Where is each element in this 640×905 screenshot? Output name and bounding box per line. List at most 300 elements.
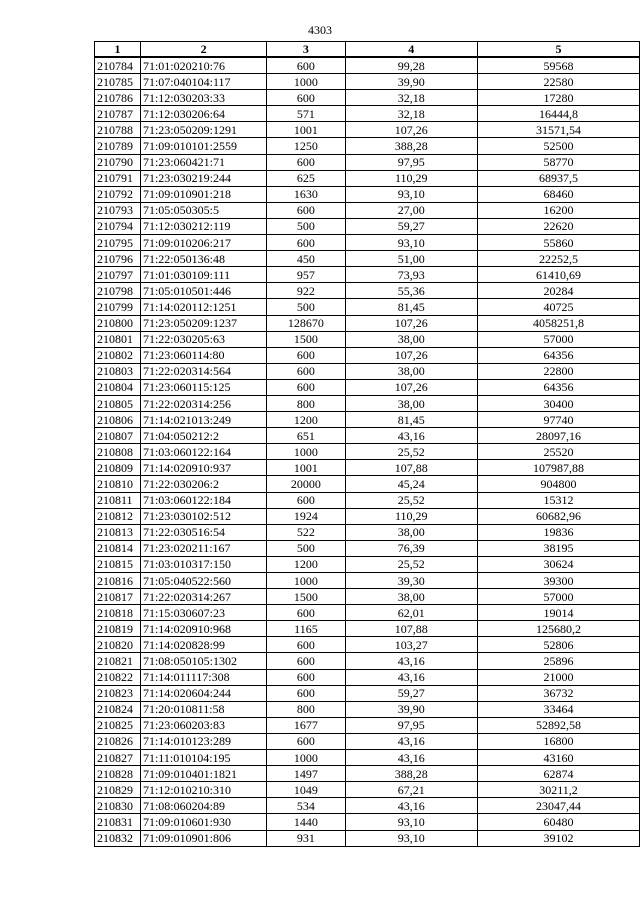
cadastral-number-cell: 71:15:030607:23 xyxy=(140,605,266,621)
cadastral-number-cell: 71:09:010901:806 xyxy=(140,830,266,846)
value-cell: 40725 xyxy=(477,299,639,315)
value-cell: 4058251,8 xyxy=(477,315,639,331)
table-row xyxy=(95,235,640,251)
value-cell: 19014 xyxy=(477,605,639,621)
area-cell: 1165 xyxy=(267,621,345,637)
row-number-cell: 210819 xyxy=(95,621,141,637)
table-row xyxy=(95,218,640,234)
cadastral-number-cell: 71:22:020314:564 xyxy=(140,363,266,379)
value-cell: 59568 xyxy=(477,57,639,74)
row-number-cell: 210810 xyxy=(95,476,141,492)
rate-cell: 32,18 xyxy=(345,90,477,106)
cadastral-number-cell: 71:20:010811:58 xyxy=(140,701,266,717)
row-number-cell: 210803 xyxy=(95,363,141,379)
area-cell: 600 xyxy=(267,492,345,508)
table-row xyxy=(95,733,640,749)
area-cell: 1497 xyxy=(267,766,345,782)
area-cell: 651 xyxy=(267,428,345,444)
row-number-cell: 210801 xyxy=(95,331,141,347)
rate-cell: 59,27 xyxy=(345,685,477,701)
rate-cell: 110,29 xyxy=(345,170,477,186)
cadastral-number-cell: 71:22:030516:54 xyxy=(140,524,266,540)
row-number-cell: 210818 xyxy=(95,605,141,621)
column-header-4: 4 xyxy=(345,42,477,58)
rate-cell: 59,27 xyxy=(345,218,477,234)
row-number-cell: 210811 xyxy=(95,492,141,508)
value-cell: 21000 xyxy=(477,669,639,685)
table-row xyxy=(95,669,640,685)
cadastral-number-cell: 71:12:030206:64 xyxy=(140,106,266,122)
cadastral-number-cell: 71:23:020211:167 xyxy=(140,540,266,556)
value-cell: 39102 xyxy=(477,830,639,846)
value-cell: 52806 xyxy=(477,637,639,653)
cadastral-number-cell: 71:23:050209:1237 xyxy=(140,315,266,331)
value-cell: 64356 xyxy=(477,379,639,395)
area-cell: 1000 xyxy=(267,750,345,766)
rate-cell: 25,52 xyxy=(345,492,477,508)
table-row xyxy=(95,717,640,733)
column-header-5: 5 xyxy=(477,42,639,58)
area-cell: 1000 xyxy=(267,74,345,90)
row-number-cell: 210788 xyxy=(95,122,141,138)
rate-cell: 43,16 xyxy=(345,669,477,685)
value-cell: 107987,88 xyxy=(477,460,639,476)
cadastral-number-cell: 71:23:030102:512 xyxy=(140,508,266,524)
value-cell: 16200 xyxy=(477,202,639,218)
rate-cell: 97,95 xyxy=(345,154,477,170)
table-row xyxy=(95,331,640,347)
table-row xyxy=(95,476,640,492)
column-header-3: 3 xyxy=(267,42,345,58)
area-cell: 1001 xyxy=(267,460,345,476)
cadastral-number-cell: 71:14:020112:1251 xyxy=(140,299,266,315)
table-row xyxy=(95,605,640,621)
cadastral-number-cell: 71:23:060114:80 xyxy=(140,347,266,363)
table-row xyxy=(95,90,640,106)
value-cell: 22580 xyxy=(477,74,639,90)
value-cell: 33464 xyxy=(477,701,639,717)
row-number-cell: 210789 xyxy=(95,138,141,154)
area-cell: 1200 xyxy=(267,412,345,428)
row-number-cell: 210806 xyxy=(95,412,141,428)
column-header-1: 1 xyxy=(95,42,141,58)
value-cell: 57000 xyxy=(477,589,639,605)
rate-cell: 107,26 xyxy=(345,347,477,363)
table-row xyxy=(95,573,640,589)
rate-cell: 107,26 xyxy=(345,122,477,138)
table-row xyxy=(95,412,640,428)
cadastral-number-cell: 71:22:020314:256 xyxy=(140,395,266,411)
value-cell: 97740 xyxy=(477,412,639,428)
row-number-cell: 210815 xyxy=(95,556,141,572)
cadastral-number-cell: 71:14:011117:308 xyxy=(140,669,266,685)
rate-cell: 39,90 xyxy=(345,74,477,90)
table-row xyxy=(95,540,640,556)
area-cell: 1500 xyxy=(267,331,345,347)
value-cell: 38195 xyxy=(477,540,639,556)
rate-cell: 93,10 xyxy=(345,830,477,846)
table-row xyxy=(95,57,640,74)
row-number-cell: 210800 xyxy=(95,315,141,331)
data-table xyxy=(94,41,640,847)
cadastral-number-cell: 71:14:021013:249 xyxy=(140,412,266,428)
cadastral-number-cell: 71:22:050136:48 xyxy=(140,251,266,267)
row-number-cell: 210824 xyxy=(95,701,141,717)
value-cell: 125680,2 xyxy=(477,621,639,637)
value-cell: 68460 xyxy=(477,186,639,202)
cadastral-number-cell: 71:14:020828:99 xyxy=(140,637,266,653)
table-row xyxy=(95,637,640,653)
cadastral-number-cell: 71:05:040522:560 xyxy=(140,573,266,589)
rate-cell: 43,16 xyxy=(345,653,477,669)
value-cell: 52892,58 xyxy=(477,717,639,733)
table-row xyxy=(95,589,640,605)
value-cell: 36732 xyxy=(477,685,639,701)
row-number-cell: 210832 xyxy=(95,830,141,846)
cadastral-number-cell: 71:04:050212:2 xyxy=(140,428,266,444)
rate-cell: 107,88 xyxy=(345,460,477,476)
rate-cell: 43,16 xyxy=(345,798,477,814)
table-row xyxy=(95,395,640,411)
table-row xyxy=(95,154,640,170)
table-row xyxy=(95,379,640,395)
page-number: 4303 xyxy=(308,23,332,37)
row-number-cell: 210785 xyxy=(95,74,141,90)
value-cell: 22620 xyxy=(477,218,639,234)
row-number-cell: 210798 xyxy=(95,283,141,299)
table-row xyxy=(95,444,640,460)
table-row xyxy=(95,428,640,444)
column-header-2: 2 xyxy=(140,42,266,58)
table-row xyxy=(95,202,640,218)
cadastral-number-cell: 71:09:010401:1821 xyxy=(140,766,266,782)
area-cell: 1001 xyxy=(267,122,345,138)
table-row xyxy=(95,186,640,202)
table-row xyxy=(95,106,640,122)
table-header-row xyxy=(95,42,640,58)
rate-cell: 93,10 xyxy=(345,235,477,251)
cadastral-number-cell: 71:23:060421:71 xyxy=(140,154,266,170)
area-cell: 1630 xyxy=(267,186,345,202)
value-cell: 16800 xyxy=(477,733,639,749)
row-number-cell: 210828 xyxy=(95,766,141,782)
cadastral-number-cell: 71:14:020910:968 xyxy=(140,621,266,637)
cadastral-number-cell: 71:22:030205:63 xyxy=(140,331,266,347)
value-cell: 23047,44 xyxy=(477,798,639,814)
area-cell: 625 xyxy=(267,170,345,186)
table-row xyxy=(95,814,640,830)
cadastral-number-cell: 71:03:060122:164 xyxy=(140,444,266,460)
area-cell: 600 xyxy=(267,733,345,749)
area-cell: 600 xyxy=(267,202,345,218)
area-cell: 128670 xyxy=(267,315,345,331)
area-cell: 600 xyxy=(267,154,345,170)
table-row xyxy=(95,267,640,283)
rate-cell: 110,29 xyxy=(345,508,477,524)
rate-cell: 25,52 xyxy=(345,556,477,572)
cadastral-number-cell: 71:05:010501:446 xyxy=(140,283,266,299)
value-cell: 39300 xyxy=(477,573,639,589)
value-cell: 30400 xyxy=(477,395,639,411)
row-number-cell: 210793 xyxy=(95,202,141,218)
cadastral-number-cell: 71:09:010601:930 xyxy=(140,814,266,830)
area-cell: 1000 xyxy=(267,444,345,460)
area-cell: 600 xyxy=(267,57,345,74)
row-number-cell: 210812 xyxy=(95,508,141,524)
rate-cell: 107,26 xyxy=(345,379,477,395)
value-cell: 20284 xyxy=(477,283,639,299)
area-cell: 800 xyxy=(267,701,345,717)
rate-cell: 388,28 xyxy=(345,766,477,782)
area-cell: 600 xyxy=(267,235,345,251)
rate-cell: 93,10 xyxy=(345,186,477,202)
table-row xyxy=(95,701,640,717)
area-cell: 1440 xyxy=(267,814,345,830)
value-cell: 17280 xyxy=(477,90,639,106)
table-row xyxy=(95,347,640,363)
value-cell: 60480 xyxy=(477,814,639,830)
rate-cell: 38,00 xyxy=(345,589,477,605)
table-row xyxy=(95,508,640,524)
table-row xyxy=(95,74,640,90)
row-number-cell: 210813 xyxy=(95,524,141,540)
cadastral-number-cell: 71:01:020210:76 xyxy=(140,57,266,74)
value-cell: 19836 xyxy=(477,524,639,540)
rate-cell: 97,95 xyxy=(345,717,477,733)
row-number-cell: 210805 xyxy=(95,395,141,411)
value-cell: 22252,5 xyxy=(477,251,639,267)
rate-cell: 99,28 xyxy=(345,57,477,74)
cadastral-number-cell: 71:05:050305:5 xyxy=(140,202,266,218)
row-number-cell: 210831 xyxy=(95,814,141,830)
table-row xyxy=(95,653,640,669)
table-row xyxy=(95,122,640,138)
row-number-cell: 210802 xyxy=(95,347,141,363)
value-cell: 31571,54 xyxy=(477,122,639,138)
rate-cell: 93,10 xyxy=(345,814,477,830)
rate-cell: 38,00 xyxy=(345,331,477,347)
rate-cell: 43,16 xyxy=(345,428,477,444)
table-row xyxy=(95,363,640,379)
cadastral-number-cell: 71:12:030203:33 xyxy=(140,90,266,106)
area-cell: 922 xyxy=(267,283,345,299)
area-cell: 522 xyxy=(267,524,345,540)
cadastral-number-cell: 71:03:010317:150 xyxy=(140,556,266,572)
cadastral-number-cell: 71:12:010210:310 xyxy=(140,782,266,798)
cadastral-number-cell: 71:12:030212:119 xyxy=(140,218,266,234)
value-cell: 904800 xyxy=(477,476,639,492)
table-row xyxy=(95,798,640,814)
cadastral-number-cell: 71:23:050209:1291 xyxy=(140,122,266,138)
area-cell: 1924 xyxy=(267,508,345,524)
area-cell: 600 xyxy=(267,363,345,379)
row-number-cell: 210816 xyxy=(95,573,141,589)
row-number-cell: 210804 xyxy=(95,379,141,395)
table-row xyxy=(95,524,640,540)
rate-cell: 73,93 xyxy=(345,267,477,283)
area-cell: 600 xyxy=(267,685,345,701)
table-row xyxy=(95,299,640,315)
area-cell: 600 xyxy=(267,379,345,395)
rate-cell: 103,27 xyxy=(345,637,477,653)
area-cell: 500 xyxy=(267,218,345,234)
area-cell: 20000 xyxy=(267,476,345,492)
table-row xyxy=(95,621,640,637)
cadastral-number-cell: 71:08:060204:89 xyxy=(140,798,266,814)
row-number-cell: 210797 xyxy=(95,267,141,283)
value-cell: 25896 xyxy=(477,653,639,669)
table-row xyxy=(95,315,640,331)
table-row xyxy=(95,251,640,267)
table-row xyxy=(95,685,640,701)
value-cell: 62874 xyxy=(477,766,639,782)
rate-cell: 43,16 xyxy=(345,750,477,766)
row-number-cell: 210807 xyxy=(95,428,141,444)
rate-cell: 38,00 xyxy=(345,363,477,379)
rate-cell: 62,01 xyxy=(345,605,477,621)
cadastral-number-cell: 71:11:010104:195 xyxy=(140,750,266,766)
rate-cell: 39,90 xyxy=(345,701,477,717)
table-body xyxy=(95,57,640,846)
rate-cell: 38,00 xyxy=(345,524,477,540)
value-cell: 57000 xyxy=(477,331,639,347)
cadastral-number-cell: 71:08:050105:1302 xyxy=(140,653,266,669)
area-cell: 1500 xyxy=(267,589,345,605)
rate-cell: 38,00 xyxy=(345,395,477,411)
table-row xyxy=(95,492,640,508)
table-row xyxy=(95,750,640,766)
cadastral-number-cell: 71:09:010901:218 xyxy=(140,186,266,202)
cadastral-number-cell: 71:14:020604:244 xyxy=(140,685,266,701)
row-number-cell: 210829 xyxy=(95,782,141,798)
area-cell: 1677 xyxy=(267,717,345,733)
area-cell: 600 xyxy=(267,605,345,621)
table-row xyxy=(95,782,640,798)
cadastral-number-cell: 71:14:010123:289 xyxy=(140,733,266,749)
area-cell: 600 xyxy=(267,653,345,669)
rate-cell: 107,88 xyxy=(345,621,477,637)
value-cell: 55860 xyxy=(477,235,639,251)
rate-cell: 67,21 xyxy=(345,782,477,798)
value-cell: 52500 xyxy=(477,138,639,154)
area-cell: 450 xyxy=(267,251,345,267)
row-number-cell: 210826 xyxy=(95,733,141,749)
area-cell: 600 xyxy=(267,347,345,363)
table-row xyxy=(95,170,640,186)
cadastral-number-cell: 71:07:040104:117 xyxy=(140,74,266,90)
area-cell: 500 xyxy=(267,540,345,556)
cadastral-number-cell: 71:22:030206:2 xyxy=(140,476,266,492)
value-cell: 30211,2 xyxy=(477,782,639,798)
table-row xyxy=(95,283,640,299)
row-number-cell: 210787 xyxy=(95,106,141,122)
row-number-cell: 210790 xyxy=(95,154,141,170)
cadastral-number-cell: 71:23:060115:125 xyxy=(140,379,266,395)
cadastral-number-cell: 71:09:010101:2559 xyxy=(140,138,266,154)
area-cell: 600 xyxy=(267,669,345,685)
row-number-cell: 210820 xyxy=(95,637,141,653)
row-number-cell: 210794 xyxy=(95,218,141,234)
row-number-cell: 210791 xyxy=(95,170,141,186)
rate-cell: 25,52 xyxy=(345,444,477,460)
value-cell: 43160 xyxy=(477,750,639,766)
area-cell: 931 xyxy=(267,830,345,846)
value-cell: 16444,8 xyxy=(477,106,639,122)
row-number-cell: 210830 xyxy=(95,798,141,814)
value-cell: 61410,69 xyxy=(477,267,639,283)
table-row xyxy=(95,460,640,476)
cadastral-number-cell: 71:01:030109:111 xyxy=(140,267,266,283)
area-cell: 1000 xyxy=(267,573,345,589)
rate-cell: 76,39 xyxy=(345,540,477,556)
area-cell: 800 xyxy=(267,395,345,411)
row-number-cell: 210817 xyxy=(95,589,141,605)
area-cell: 600 xyxy=(267,90,345,106)
row-number-cell: 210784 xyxy=(95,57,141,74)
value-cell: 15312 xyxy=(477,492,639,508)
area-cell: 534 xyxy=(267,798,345,814)
value-cell: 68937,5 xyxy=(477,170,639,186)
row-number-cell: 210786 xyxy=(95,90,141,106)
value-cell: 64356 xyxy=(477,347,639,363)
cadastral-number-cell: 71:23:060203:83 xyxy=(140,717,266,733)
cadastral-number-cell: 71:14:020910:937 xyxy=(140,460,266,476)
rate-cell: 388,28 xyxy=(345,138,477,154)
value-cell: 60682,96 xyxy=(477,508,639,524)
rate-cell: 107,26 xyxy=(345,315,477,331)
area-cell: 571 xyxy=(267,106,345,122)
rate-cell: 81,45 xyxy=(345,299,477,315)
value-cell: 22800 xyxy=(477,363,639,379)
row-number-cell: 210808 xyxy=(95,444,141,460)
row-number-cell: 210827 xyxy=(95,750,141,766)
value-cell: 25520 xyxy=(477,444,639,460)
row-number-cell: 210799 xyxy=(95,299,141,315)
table-row xyxy=(95,138,640,154)
row-number-cell: 210792 xyxy=(95,186,141,202)
cadastral-number-cell: 71:03:060122:184 xyxy=(140,492,266,508)
row-number-cell: 210821 xyxy=(95,653,141,669)
rate-cell: 55,36 xyxy=(345,283,477,299)
row-number-cell: 210814 xyxy=(95,540,141,556)
cadastral-number-cell: 71:22:020314:267 xyxy=(140,589,266,605)
table-row xyxy=(95,556,640,572)
row-number-cell: 210809 xyxy=(95,460,141,476)
area-cell: 500 xyxy=(267,299,345,315)
row-number-cell: 210825 xyxy=(95,717,141,733)
table-row xyxy=(95,766,640,782)
value-cell: 58770 xyxy=(477,154,639,170)
cadastral-number-cell: 71:09:010206:217 xyxy=(140,235,266,251)
row-number-cell: 210796 xyxy=(95,251,141,267)
area-cell: 1250 xyxy=(267,138,345,154)
rate-cell: 32,18 xyxy=(345,106,477,122)
rate-cell: 43,16 xyxy=(345,733,477,749)
area-cell: 1049 xyxy=(267,782,345,798)
area-cell: 1200 xyxy=(267,556,345,572)
table-row xyxy=(95,830,640,846)
row-number-cell: 210823 xyxy=(95,685,141,701)
rate-cell: 81,45 xyxy=(345,412,477,428)
area-cell: 600 xyxy=(267,637,345,653)
row-number-cell: 210822 xyxy=(95,669,141,685)
rate-cell: 39,30 xyxy=(345,573,477,589)
row-number-cell: 210795 xyxy=(95,235,141,251)
value-cell: 28097,16 xyxy=(477,428,639,444)
rate-cell: 45,24 xyxy=(345,476,477,492)
area-cell: 957 xyxy=(267,267,345,283)
rate-cell: 51,00 xyxy=(345,251,477,267)
